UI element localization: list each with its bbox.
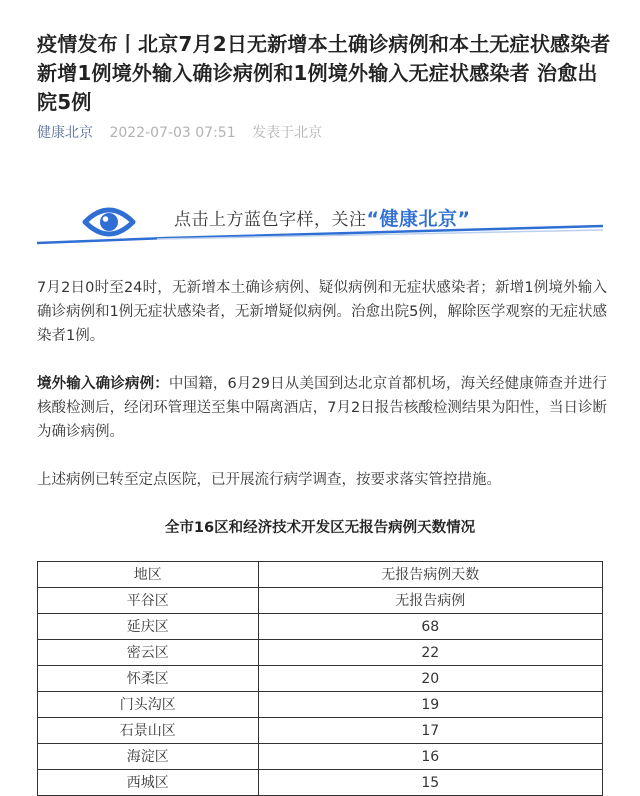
table-row bbox=[38, 692, 603, 718]
control-measures-paragraph: 上述病例已转至定点医院，已开展流行病学调查，按要求落实管控措施。 bbox=[37, 472, 501, 488]
follow-banner bbox=[37, 192, 603, 252]
follow-prompt bbox=[174, 207, 470, 232]
district-cell: 怀柔区 bbox=[38, 666, 259, 692]
header-district: 地区 bbox=[38, 562, 259, 588]
district-cell: 海淀区 bbox=[38, 744, 259, 770]
table-row bbox=[38, 588, 603, 614]
district-cell: 平谷区 bbox=[38, 588, 259, 614]
district-cell: 西城区 bbox=[38, 770, 259, 796]
district-cell: 门头沟区 bbox=[38, 692, 259, 718]
imported-case-text: 中国籍，6月29日从美国到达北京首都机场，海关经健康筛查并进行核酸检测后，经闭环管理送至集中隔离酒店，7月2日报告核酸检测结果为阳性，当日诊断为确诊病例。 bbox=[37, 376, 607, 440]
table-row bbox=[38, 744, 603, 770]
brand-name: “健康北京” bbox=[366, 208, 471, 230]
header-days: 无报告病例天数 bbox=[258, 562, 602, 588]
imported-case-paragraph bbox=[37, 372, 607, 444]
table-row bbox=[38, 666, 603, 692]
publish-location: 发表于北京 bbox=[252, 125, 323, 141]
table-row bbox=[38, 770, 603, 796]
eye-icon bbox=[85, 210, 133, 234]
article-title: 疫情发布丨北京7月2日无新增本土确诊病例和本土无症状感染者 新增1例境外输入确诊病例和1例境外输入无症状感染者 治愈出院5例 bbox=[37, 32, 611, 114]
days-cell: 20 bbox=[258, 666, 602, 692]
imported-case-label: 境外输入确诊病例： bbox=[37, 376, 169, 392]
days-cell: 15 bbox=[258, 770, 602, 796]
district-cell: 延庆区 bbox=[38, 614, 259, 640]
days-cell: 19 bbox=[258, 692, 602, 718]
table-row bbox=[38, 640, 603, 666]
days-cell: 16 bbox=[258, 744, 602, 770]
days-cell: 17 bbox=[258, 718, 602, 744]
days-cell: 68 bbox=[258, 614, 602, 640]
days-cell: 22 bbox=[258, 640, 602, 666]
table-row bbox=[38, 718, 603, 744]
article-meta bbox=[37, 123, 322, 143]
publish-time: 2022-07-03 07:51 bbox=[109, 125, 236, 141]
summary-paragraph: 7月2日0时至24时，无新增本土确诊病例、疑似病例和无症状感染者；新增1例境外输入确诊病例和1例无症状感染者，无新增疑似病例。治愈出院5例，解除医学观察的无症状感染者1例。 bbox=[37, 280, 607, 344]
account-name-link[interactable]: 健康北京 bbox=[37, 125, 93, 141]
table-title: 全市16区和经济技术开发区无报告病例天数情况 bbox=[164, 520, 476, 536]
district-cell: 石景山区 bbox=[38, 718, 259, 744]
days-cell: 无报告病例 bbox=[258, 588, 602, 614]
district-stats-table bbox=[37, 561, 603, 796]
table-row bbox=[38, 614, 603, 640]
district-cell: 密云区 bbox=[38, 640, 259, 666]
table-header-row bbox=[38, 562, 603, 588]
follow-prompt-text: 点击上方蓝色字样，关注 bbox=[174, 210, 367, 230]
